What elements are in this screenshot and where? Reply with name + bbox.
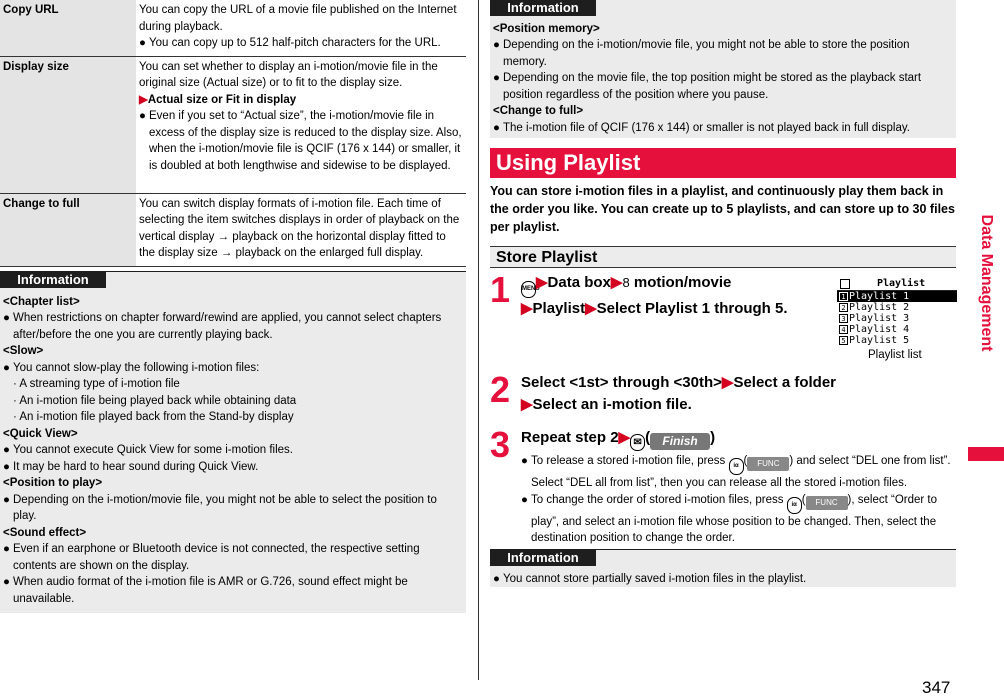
information-box (490, 549, 956, 587)
info-bullet: ● Even if an earphone or Bluetooth device is not connected, the respective setting contents are shown on the display. (3, 543, 420, 572)
info-heading: <Change to full> (493, 105, 584, 117)
step-number: 3 (490, 424, 511, 465)
information-body (490, 18, 956, 137)
step-number: 1 (490, 269, 511, 310)
func-softkey: FUNC (747, 457, 789, 471)
info-heading: <Chapter list> (3, 295, 80, 308)
imotion-icon: 8 (622, 275, 630, 290)
step-instruction: MENU▶Data box▶8 motion/movie ▶Playlist▶Select Playlist 1 through 5. (521, 274, 788, 317)
chapter-side-label: Data Management (978, 214, 995, 352)
chapter-marker (968, 447, 1004, 461)
playlist-item[interactable]: 3 Playlist 3 (837, 313, 957, 324)
info-subitem: · An i-motion file played back from the Stand-by display (13, 411, 294, 423)
info-bullet: ● When audio format of the i-motion file is AMR or G.726, sound effect might be unavailable. (3, 576, 408, 605)
table-row (0, 56, 466, 193)
row-label: Copy URL (0, 0, 136, 56)
info-bullet: ● It may be hard to hear sound during Quick View. (3, 460, 259, 473)
row-description: You can switch display formats of i-motion file. Each time of selecting the item switches displays in order of playback on the vertical display → playback on the horizontal display fitted to the display size → playback on the enlarged full display. (139, 197, 460, 259)
row-description: You can copy the URL of a movie file published on the Internet during playback. ● You can copy up to 512 half-pitch characters for the URL. (139, 4, 457, 49)
info-heading: <Position memory> (493, 22, 600, 35)
info-bullet: ● You cannot execute Quick View for some i-motion files. (3, 444, 293, 456)
info-bullet: ● Depending on the movie file, the top position might be stored as the playback start position regardless of the position where you pause. (493, 72, 922, 101)
information-tab: Information (0, 272, 106, 288)
playlist-item[interactable]: 5 Playlist 5 (837, 335, 957, 346)
section-title: Using Playlist (490, 148, 956, 178)
row-label: Change to full (0, 193, 136, 266)
info-bullet: ● Depending on the i-motion/movie file, you might not be able to select the position to play. (3, 493, 437, 522)
left-column (0, 0, 466, 267)
info-subitem: · A streaming type of i-motion file (13, 378, 180, 390)
i-mode-key-icon: iα (787, 497, 802, 514)
note-bullet: ● To release a stored i-motion file, press iα ( FUNC ) and select “DEL one from list”. Select “DEL all from list”, then you can release all the stored i-motion files. (521, 455, 951, 489)
step-number: 2 (490, 369, 511, 410)
finish-softkey: Finish (650, 433, 710, 450)
info-heading: <Quick View> (3, 427, 78, 440)
mail-key-icon: ✉ (630, 434, 645, 451)
subsection-title: Store Playlist (490, 246, 956, 268)
step-2 (490, 369, 956, 416)
step-notes (521, 453, 956, 547)
step-3 (490, 424, 956, 547)
information-box (490, 0, 956, 138)
page-number: 347 (922, 678, 951, 697)
information-tab: Information (490, 550, 596, 566)
screen-caption: Playlist list (868, 349, 922, 361)
information-box (0, 271, 466, 613)
information-body (0, 290, 466, 608)
row-description: You can set whether to display an i-motion/movie file in the original size (Actual size) or to fit to the display size. ▶Actual size or Fit in display ● Even if you set to “Actual size”, the i-motion/movie file in excess of the display size is reduced to the display size. Also, when the i-motion/movie file is QCIF (176 x 144) or smaller, it is doubled at both lengthwise and sidewise to be displayed. (139, 60, 462, 172)
info-bullet: ● When restrictions on chapter forward/rewind are applied, you cannot select chapters after/before the one you are currently playing back. (3, 312, 442, 341)
info-bullet: ● The i-motion file of QCIF (176 x 144) or smaller is not played back in full display. (493, 121, 910, 134)
option-path: ▶Actual size or Fit in display (139, 93, 297, 106)
note-bullet: ● To change the order of stored i-motion files, press iα ( FUNC ), select “Order to play”, and select an i-motion file whose position to be changed. Then, select the destination position to change the order. (521, 493, 937, 544)
i-mode-key-icon: iα (729, 458, 744, 475)
func-softkey: FUNC (806, 496, 848, 510)
row-label: Display size (0, 56, 136, 193)
list-icon (840, 279, 850, 289)
menu-key-icon: MENU (521, 281, 536, 298)
info-bullet: ● You cannot slow-play the following i-motion files: (3, 361, 260, 374)
playlist-item[interactable]: 4 Playlist 4 (837, 324, 957, 335)
information-tab: Information (490, 0, 596, 16)
table-row (0, 193, 466, 266)
playlist-screen (837, 277, 957, 347)
section-intro: You can store i-motion files in a playlist, and continuously play them back in the order you like. You can create up to 5 playlists, and can store up to 30 files per playlist. (490, 184, 955, 234)
table-row (0, 0, 466, 56)
info-heading: <Slow> (3, 345, 44, 357)
step-instruction: Select <1st> through <30th>▶Select a folder ▶Select an i-motion file. (521, 374, 836, 413)
playlist-item[interactable]: 2 Playlist 2 (837, 302, 957, 313)
screen-title-bar: Playlist (837, 277, 957, 291)
column-divider (478, 0, 479, 680)
info-subitem: · An i-motion file being played back while obtaining data (13, 394, 297, 407)
function-table (0, 0, 466, 267)
info-bullet: ● You cannot store partially saved i-motion files in the playlist. (493, 572, 807, 585)
information-body (490, 568, 956, 588)
info-bullet: ● Depending on the i-motion/movie file, you might not be able to store the position memory. (493, 39, 910, 68)
info-heading: <Position to play> (3, 477, 103, 489)
playlist-item[interactable]: 1 Playlist 1 (837, 291, 957, 302)
step-instruction: Repeat step 2▶ ✉ ( Finish ) (521, 427, 956, 451)
info-heading: <Sound effect> (3, 526, 87, 539)
